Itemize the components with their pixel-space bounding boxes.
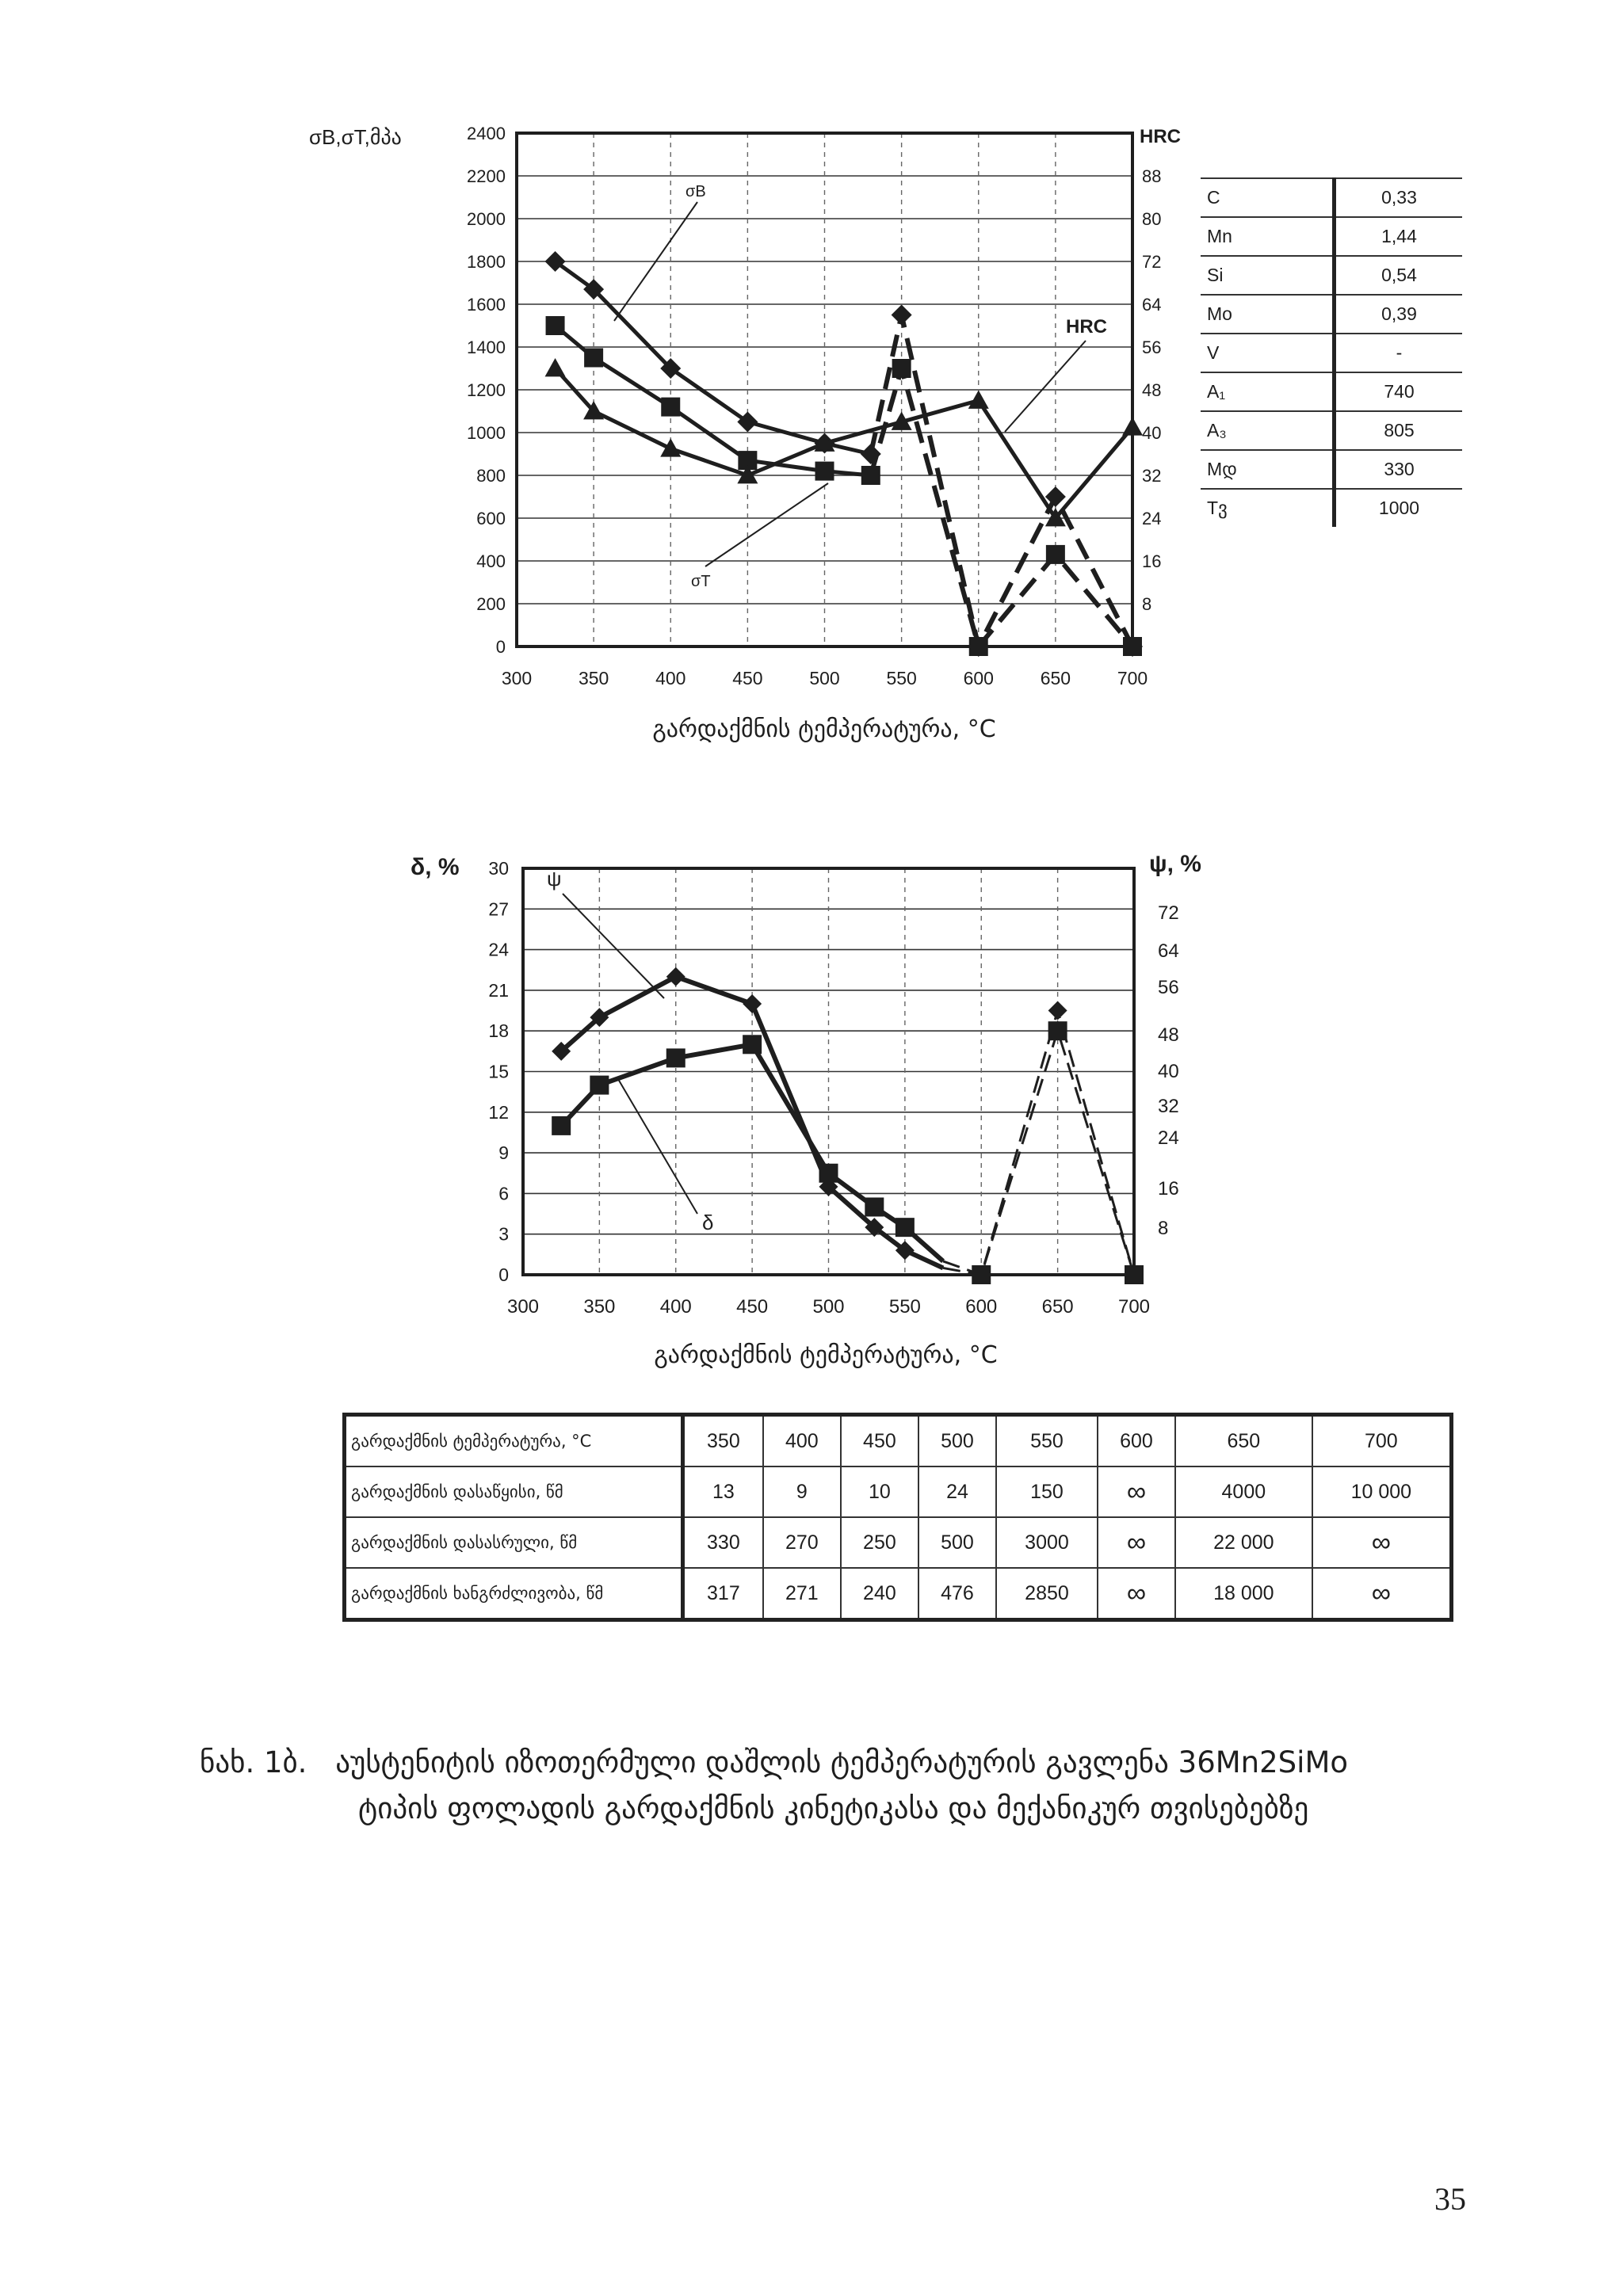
chart1-ytick-label: 2200 <box>467 166 506 186</box>
composition-value: 1,44 <box>1335 217 1463 256</box>
chart1-y2tick-label: 56 <box>1142 338 1162 357</box>
chart1-ytick-label: 2000 <box>467 209 506 229</box>
chart1-ytick-label: 1600 <box>467 295 506 315</box>
kinetics-cell: 4000 <box>1175 1466 1312 1517</box>
sigma-b-point <box>861 444 881 464</box>
chart2-ytick-label: 15 <box>488 1061 509 1082</box>
kinetics-cell: 240 <box>841 1568 918 1620</box>
chart2-xtick-label: 450 <box>736 1296 769 1318</box>
hrc-leader-line <box>1005 341 1086 432</box>
kinetics-row-header: გარდაქმნის დასაწყისი, წმ <box>345 1466 683 1517</box>
kinetics-row <box>345 1517 1452 1568</box>
chart1-ytick-label: 1200 <box>467 380 506 400</box>
chart1-ytick-label: 1000 <box>467 423 506 443</box>
delta-point <box>1048 1021 1067 1040</box>
kinetics-cell: 3000 <box>996 1517 1098 1568</box>
chart2-ytick-label: 24 <box>488 939 509 960</box>
chart1-y2tick-label: 64 <box>1142 295 1162 315</box>
hrc-line <box>556 368 1132 518</box>
psi-annotation: ψ <box>547 867 562 891</box>
composition-value: 0,33 <box>1335 178 1463 217</box>
delta-point <box>666 1048 685 1067</box>
chart1-y2tick-label: 80 <box>1142 209 1162 229</box>
sigma-t-point <box>861 466 880 485</box>
page-number: 35 <box>1434 2181 1466 2217</box>
composition-element: Mდ <box>1201 450 1335 489</box>
delta-point <box>819 1164 838 1183</box>
sigma-b-annotation: σB <box>685 183 706 200</box>
delta-point <box>552 1116 571 1135</box>
kinetics-cell: 650 <box>1175 1415 1312 1467</box>
composition-element: Mo <box>1201 295 1335 334</box>
composition-value: 0,39 <box>1335 295 1463 334</box>
sigma-t-dashed-line <box>871 368 1132 646</box>
chart1-xlabel: გარდაქმნის ტემპერატურა, °C <box>652 715 996 743</box>
caption-text-1: აუსტენიტის იზოთერმული დაშლის ტემპერატურის გავლენა 36Mn2SiMo <box>335 1745 1349 1779</box>
hrc-point <box>660 438 681 456</box>
delta-point <box>590 1076 609 1095</box>
chart2-ytick-label: 6 <box>498 1183 509 1204</box>
chart1-y2tick-label: 8 <box>1142 594 1152 614</box>
delta-annotation: δ <box>702 1211 714 1234</box>
composition-element: A₁ <box>1201 372 1335 411</box>
chart1-xtick-label: 600 <box>963 668 994 688</box>
chart2-ytick-label: 3 <box>498 1223 509 1245</box>
kinetics-row-header: გარდაქმნის დასასრული, წმ <box>345 1517 683 1568</box>
kinetics-cell: 600 <box>1098 1415 1175 1467</box>
sigma-t-point <box>892 359 911 378</box>
chart2-xtick-label: 500 <box>812 1296 845 1318</box>
chart2-y2tick-label: 8 <box>1158 1218 1169 1239</box>
chart1-xtick-label: 500 <box>809 668 840 688</box>
kinetics-cell: 150 <box>996 1466 1098 1517</box>
figure-caption <box>200 1740 1484 1832</box>
chart2-ytick-label: 30 <box>488 858 509 879</box>
kinetics-cell: 13 <box>683 1466 763 1517</box>
kinetics-row <box>345 1415 1452 1467</box>
chart1-xtick-label: 700 <box>1117 668 1148 688</box>
composition-element: A₃ <box>1201 411 1335 450</box>
chart1-grid <box>517 133 1132 646</box>
chart1-y2tick-label: 32 <box>1142 466 1162 486</box>
kinetics-row-header: გარდაქმნის ხანგრძლივობა, წმ <box>345 1568 683 1620</box>
composition-element: Mn <box>1201 217 1335 256</box>
kinetics-cell: 330 <box>683 1517 763 1568</box>
chart2-ytick-label: 18 <box>488 1020 509 1042</box>
composition-row <box>1201 489 1462 527</box>
chart2-y2label: ψ, % <box>1149 851 1201 877</box>
chart2-xtick-label: 600 <box>965 1296 998 1318</box>
delta-point <box>1125 1265 1144 1284</box>
composition-value: 330 <box>1335 450 1463 489</box>
sigma-t-annotation: σT <box>691 573 711 590</box>
kinetics-cell: 22 000 <box>1175 1517 1312 1568</box>
chart1-y2tick-label: 48 <box>1142 380 1162 400</box>
composition-value: 740 <box>1335 372 1463 411</box>
chart2-xtick-label: 650 <box>1041 1296 1074 1318</box>
composition-element: Tვ <box>1201 489 1335 527</box>
chart1-xtick-label: 400 <box>655 668 686 688</box>
psi-dashed-line <box>943 1011 1134 1275</box>
composition-value: 805 <box>1335 411 1463 450</box>
chart1-ytick-label: 2400 <box>467 124 506 143</box>
sigma-t-point <box>584 349 603 368</box>
sigma-t-leader-line <box>705 483 828 566</box>
kinetics-row-header: გარდაქმნის ტემპერატურა, °C <box>345 1415 683 1467</box>
chart2-ytick-label: 0 <box>498 1264 509 1285</box>
kinetics-cell: 700 <box>1312 1415 1452 1467</box>
hrc-point <box>545 358 566 376</box>
chart2-y2tick-label: 16 <box>1158 1178 1179 1199</box>
delta-point <box>865 1198 884 1217</box>
composition-element: C <box>1201 178 1335 217</box>
chart2-ytick-label: 9 <box>498 1142 509 1164</box>
chart1-xtick-label: 300 <box>501 668 533 688</box>
kinetics-cell: 500 <box>918 1415 996 1467</box>
composition-value: 1000 <box>1335 489 1463 527</box>
kinetics-cell: ∞ <box>1312 1568 1452 1620</box>
chart2-xtick-label: 550 <box>888 1296 921 1318</box>
caption-line-1 <box>200 1740 1484 1786</box>
chart1-ytick-label: 1800 <box>467 252 506 272</box>
chart1-ytick-label: 400 <box>476 551 506 571</box>
chart2-y2tick-label: 24 <box>1158 1127 1179 1149</box>
composition-row <box>1201 256 1462 295</box>
kinetics-row <box>345 1466 1452 1517</box>
delta-point <box>972 1265 991 1284</box>
chart1-y2tick-label: 24 <box>1142 509 1162 528</box>
transformation-kinetics-table <box>342 1413 1453 1622</box>
sigma-t-point <box>969 637 988 656</box>
hrc-annotation: HRC <box>1066 316 1107 338</box>
kinetics-cell: 476 <box>918 1568 996 1620</box>
chart1-xtick-label: 650 <box>1040 668 1071 688</box>
kinetics-cell: 350 <box>683 1415 763 1467</box>
caption-text-2: ტიპის ფოლადის გარდაქმნის კინეტიკასა და მექანიკურ თვისებებზე <box>358 1791 1309 1825</box>
composition-row <box>1201 178 1462 217</box>
chart1-y2tick-label: 16 <box>1142 551 1162 571</box>
psi-point <box>666 967 685 986</box>
kinetics-cell: 317 <box>683 1568 763 1620</box>
chart1-ylabel: σB,σT,მპა <box>309 125 402 149</box>
chart2-xtick-label: 400 <box>659 1296 692 1318</box>
chart2-grid <box>523 868 1134 1275</box>
chart1-series <box>545 251 1143 657</box>
composition-row <box>1201 372 1462 411</box>
kinetics-cell: 550 <box>996 1415 1098 1467</box>
kinetics-cell: 24 <box>918 1466 996 1517</box>
chart1-ytick-label: 200 <box>476 594 506 614</box>
hrc-point <box>968 391 989 409</box>
delta-point <box>896 1218 915 1237</box>
chart2-xtick-label: 700 <box>1117 1296 1151 1318</box>
chart1-ytick-label: 0 <box>495 637 506 657</box>
kinetics-row <box>345 1568 1452 1620</box>
chart2-y2tick-label: 32 <box>1158 1096 1179 1117</box>
hrc-point <box>1122 417 1143 435</box>
chart1-xtick-label: 550 <box>886 668 917 688</box>
sigma-b-point <box>892 305 912 326</box>
kinetics-cell: 10 000 <box>1312 1466 1452 1517</box>
composition-row <box>1201 411 1462 450</box>
kinetics-cell: 500 <box>918 1517 996 1568</box>
chart2-ytick-label: 12 <box>488 1101 509 1123</box>
chart1-ytick-label: 800 <box>476 466 506 486</box>
sigma-t-point <box>1123 637 1142 656</box>
kinetics-cell: 10 <box>841 1466 918 1517</box>
kinetics-cell: 270 <box>763 1517 841 1568</box>
composition-value: - <box>1335 334 1463 372</box>
kinetics-cell: ∞ <box>1098 1466 1175 1517</box>
psi-point <box>743 994 762 1013</box>
chart1-xtick-label: 350 <box>578 668 609 688</box>
delta-point <box>743 1035 762 1054</box>
sigma-t-line <box>556 326 871 475</box>
composition-row <box>1201 334 1462 372</box>
kinetics-cell: 250 <box>841 1517 918 1568</box>
psi-point <box>1048 1001 1067 1020</box>
kinetics-cell: ∞ <box>1098 1568 1175 1620</box>
chart2-y2tick-label: 72 <box>1158 902 1179 924</box>
chart2-xtick-label: 300 <box>506 1296 540 1318</box>
sigma-t-point <box>546 316 565 335</box>
composition-row <box>1201 295 1462 334</box>
ductility-chart <box>0 792 1623 1410</box>
chart2-xlabel: გარდაქმნის ტემპერატურა, °C <box>654 1341 998 1369</box>
chart1-y2tick-label: 88 <box>1142 166 1162 186</box>
composition-row <box>1201 217 1462 256</box>
composition-element: Si <box>1201 256 1335 295</box>
kinetics-cell: 9 <box>763 1466 841 1517</box>
caption-line-2 <box>200 1786 1484 1832</box>
chart1-xtick-label: 450 <box>732 668 763 688</box>
chart2-y2tick-label: 64 <box>1158 940 1179 962</box>
chart2-xtick-label: 350 <box>583 1296 616 1318</box>
chart2-ytick-label: 27 <box>488 898 509 920</box>
chart1-ytick-label: 600 <box>476 509 506 528</box>
chart1-y2tick-label: 72 <box>1142 252 1162 272</box>
kinetics-cell: 2850 <box>996 1568 1098 1620</box>
kinetics-cell: 271 <box>763 1568 841 1620</box>
chart2-ytick-label: 21 <box>488 979 509 1001</box>
composition-row <box>1201 450 1462 489</box>
sigma-t-point <box>1046 545 1065 564</box>
composition-value: 0,54 <box>1335 256 1463 295</box>
sigma-t-point <box>661 398 680 417</box>
chart1-y2label: HRC <box>1140 126 1181 147</box>
kinetics-cell: ∞ <box>1312 1517 1452 1568</box>
chart2-y2tick-label: 48 <box>1158 1024 1179 1046</box>
kinetics-cell: ∞ <box>1098 1517 1175 1568</box>
chart2-y2tick-label: 40 <box>1158 1061 1179 1082</box>
sigma-t-point <box>815 462 834 481</box>
chart2-ylabel: δ, % <box>411 854 460 880</box>
chart2-y2tick-label: 56 <box>1158 977 1179 998</box>
kinetics-cell: 450 <box>841 1415 918 1467</box>
chart2-series <box>552 967 1144 1284</box>
chart1-ytick-label: 1400 <box>467 338 506 357</box>
chemical-composition-table <box>1201 177 1462 527</box>
chart1-y2tick-label: 40 <box>1142 423 1162 443</box>
composition-element: V <box>1201 334 1335 372</box>
kinetics-cell: 400 <box>763 1415 841 1467</box>
caption-label: ნახ. 1ბ. <box>200 1745 307 1779</box>
kinetics-cell: 18 000 <box>1175 1568 1312 1620</box>
